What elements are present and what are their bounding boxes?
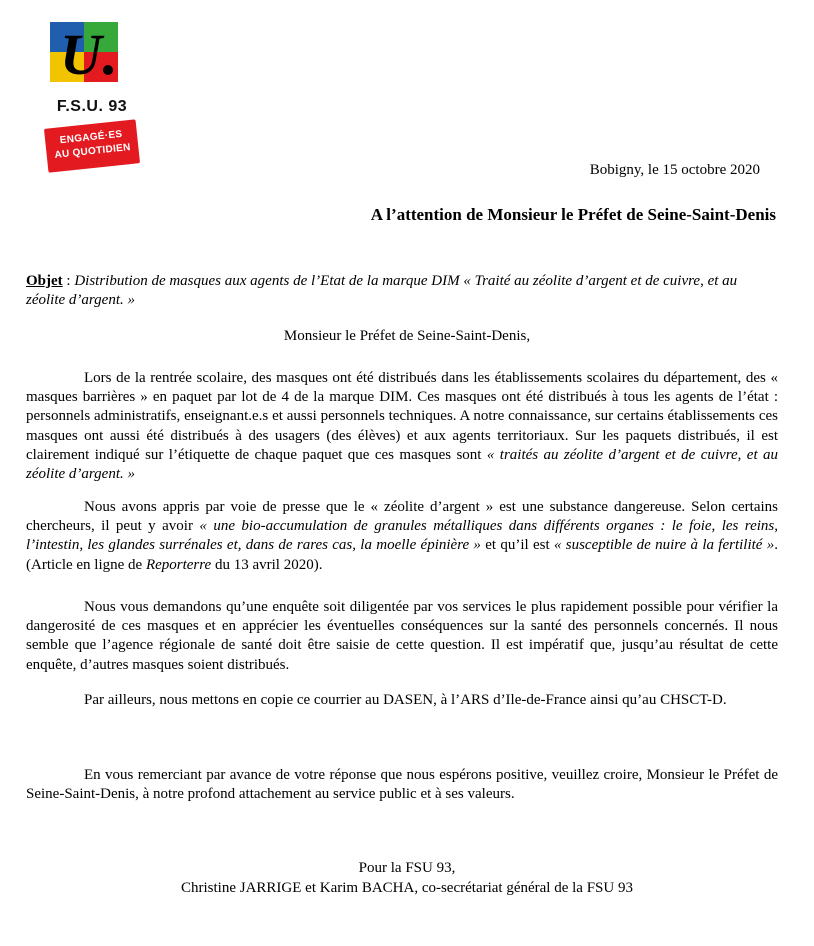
paragraph-2-text-c: . (Article en ligne de bbox=[26, 537, 778, 573]
logo-tagline bbox=[44, 119, 140, 172]
logo-tagline-line2: AU QUOTIDIEN bbox=[54, 142, 132, 161]
object-line bbox=[26, 272, 778, 310]
paragraph-2-text-d: du 13 avril 2020). bbox=[211, 556, 323, 573]
recipient-heading: A l’attention de Monsieur le Préfet de Seine-Saint-Denis bbox=[370, 205, 776, 224]
paragraph-2-quote-1: « une bio-accumulation de granules métalliques dans différents organes : le foie, les reins, l’intestin, les glandes surrénales et, dans de rares cas, la moelle épinière » bbox=[26, 518, 778, 554]
paragraph-3 bbox=[26, 598, 778, 675]
paragraph-2-source: Reporterre bbox=[145, 556, 212, 573]
paragraph-1-text: Lors de la rentrée scolaire, des masques ont été distribués dans les établissements scolaires du département, des « masques barrières » en paquet par lot de 4 de la marque DIM. Ces masques ont été distribués à tous les agents de l’état : personnels administratifs, enseignant.e.s et aussi personnels techniques. A notre connaissance, sur certains établissements ces masques ont aussi été distribués à des usagers (des élèves) et aux agents territoriaux. Sur les paquets distribués, il est clairement indiqué sur l’étiquette de chaque paquet que ces masques sont bbox=[26, 370, 778, 463]
signature-line-1: Pour la FSU 93, bbox=[358, 860, 456, 876]
fsu93-logo bbox=[44, 18, 144, 166]
paragraph-1 bbox=[26, 369, 778, 484]
paragraph-2 bbox=[26, 498, 778, 575]
object-label: Objet bbox=[26, 273, 63, 289]
paragraph-4-text: Par ailleurs, nous mettons en copie ce courrier au DASEN, à l’ARS d’Ile-de-France ainsi qu’au CHSCT-D. bbox=[84, 692, 727, 708]
paragraph-4 bbox=[26, 691, 778, 710]
paragraph-5-text: En vous remerciant par avance de votre réponse que nous espérons positive, veuillez croire, Monsieur le Préfet de Seine-Saint-Denis, à notre profond attachement au service public et à ses valeurs. bbox=[26, 767, 778, 803]
logo-name: F.S.U. 93 bbox=[56, 98, 128, 115]
paragraph-5 bbox=[26, 766, 778, 804]
paragraph-2-text-a: Nous avons appris par voie de presse que le « zéolite d’argent » est une substance dangereuse. Selon certains chercheurs, il peut y avoir bbox=[26, 499, 778, 535]
signature-line-2: Christine JARRIGE et Karim BACHA, co-secrétariat général de la FSU 93 bbox=[181, 880, 633, 896]
paragraph-2-quote-2: « susceptible de nuire à la fertilité » bbox=[553, 537, 775, 554]
paragraph-2-text-b: et qu’il est bbox=[480, 537, 554, 554]
place-date: Bobigny, le 15 octobre 2020 bbox=[589, 162, 760, 178]
salutation: Monsieur le Préfet de Seine-Saint-Denis, bbox=[283, 328, 531, 344]
logo-tagline-line1: ENGAGÉ·ES bbox=[59, 128, 123, 147]
object-text: Distribution de masques aux agents de l’Etat de la marque DIM « Traité au zéolite d’argent et de cuivre, et au zéolite d’argent. » bbox=[26, 273, 738, 308]
logo-letter: U bbox=[60, 22, 102, 82]
fsu-u-logo-icon bbox=[50, 22, 118, 82]
paragraph-1-quote: « traités au zéolite d’argent et de cuivre, et au zéolite d’argent. » bbox=[26, 446, 779, 483]
paragraph-3-text: Nous vous demandons qu’une enquête soit diligentée par vos services le plus rapidement possible pour vérifier la dangerosité de ces masques et en apprécier les éventuelles conséquences sur la santé des personnels concernés. Il nous semble que l’agence régionale de santé doit être saisie de cette question. Il est impératif que, jusqu’au résultat de cette enquête, d’autres masques soient distribués. bbox=[26, 599, 778, 673]
object-separator: : bbox=[62, 273, 75, 289]
